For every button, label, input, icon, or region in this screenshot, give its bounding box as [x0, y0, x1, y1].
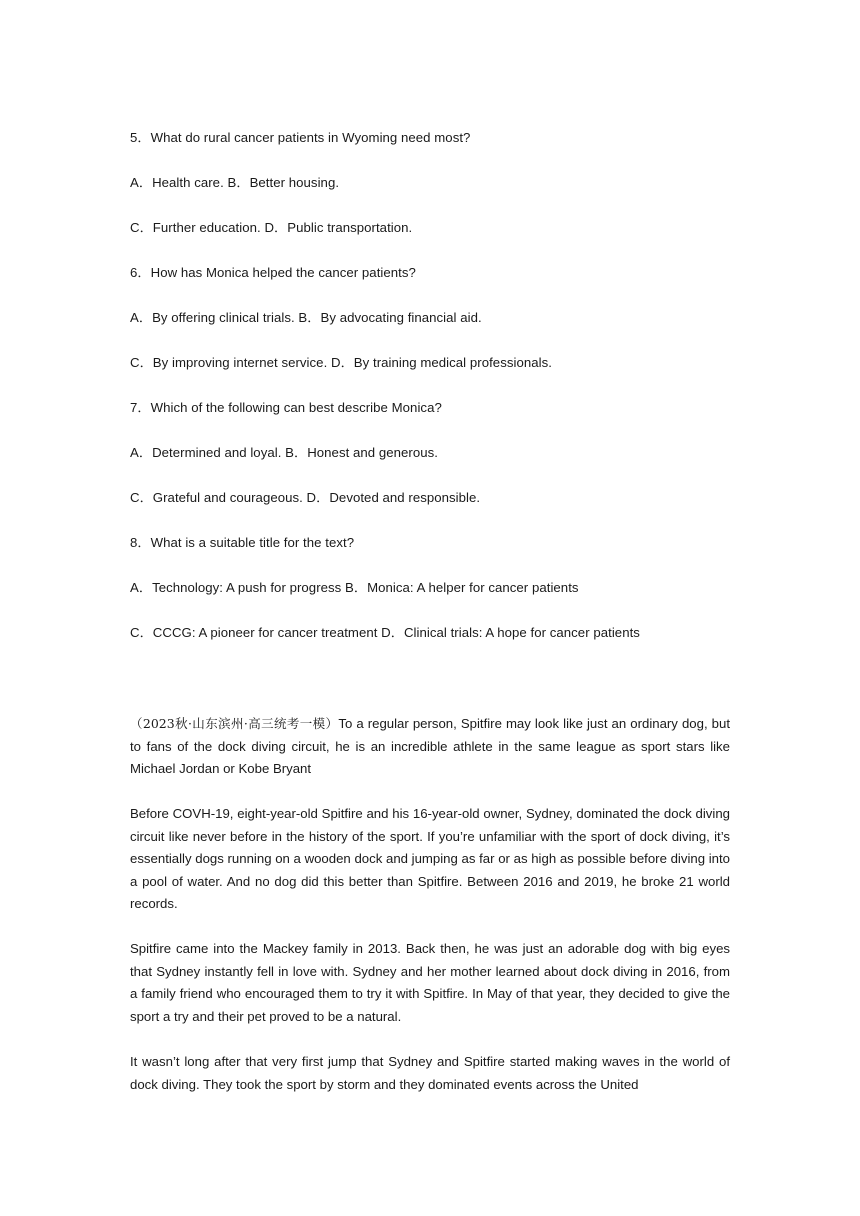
- question-8-options-ab: A．Technology: A push for progress B．Monica: A helper for cancer patients: [130, 580, 579, 595]
- passage-paragraph: Spitfire came into the Mackey family in 2013. Back then, he was just an adorable dog with big eyes that Sydney instantly fell in love with. Sydney and her mother learned about dock diving in 2016, from a family friend who encouraged them to try it with Spitfire. In May of that year, they decided to give the sport a try and their pet proved to be a natural.: [130, 941, 730, 1024]
- question-6-options-cd: C．By improving internet service. D．By training medical professionals.: [130, 355, 552, 370]
- passage-intro-paragraph: [130, 713, 730, 781]
- passage-paragraph: It wasn’t long after that very first jump that Sydney and Spitfire started making waves in the world of dock diving. They took the sport by storm and they dominated events across the United: [130, 1054, 730, 1092]
- question-7-stem: 7．Which of the following can best describe Monica?: [130, 400, 442, 415]
- question-8-stem: 8．What is a suitable title for the text?: [130, 535, 355, 550]
- question-5-options-ab: A．Health care. B．Better housing.: [130, 175, 340, 190]
- question-5-options-cd: C．Further education. D．Public transportation.: [130, 220, 413, 235]
- question-8-options-cd: C．CCCG: A pioneer for cancer treatment D．Clinical trials: A hope for cancer patients: [130, 625, 640, 640]
- question-5-stem: 5．What do rural cancer patients in Wyoming need most?: [130, 130, 471, 145]
- question-7-options-cd: C．Grateful and courageous. D．Devoted and responsible.: [130, 490, 481, 505]
- question-7-options-ab: A．Determined and loyal. B．Honest and generous.: [130, 445, 438, 460]
- passage-intro: To a regular person, Spitfire may look like just an ordinary dog, but to fans of the dock diving circuit, he is an incredible athlete in the same league as sport stars like Michael Jordan or Kobe Bryant: [130, 716, 730, 777]
- passage-paragraph: Before COVH-19, eight-year-old Spitfire and his 16-year-old owner, Sydney, dominated the dock diving circuit like never before in the history of the sport. If you’re unfamiliar with the sport of dock diving, it’s essentially dogs running on a wooden dock and jumping as far or as high as possible before diving into a pool of water. And no dog did this better than Spitfire. Between 2016 and 2019, he broke 21 world records.: [130, 806, 730, 912]
- question-6-stem: 6．How has Monica helped the cancer patients?: [130, 265, 416, 280]
- passage-source: （2023秋·山东滨州·高三统考一模）: [130, 716, 339, 731]
- question-6-options-ab: A．By offering clinical trials. B．By advocating financial aid.: [130, 310, 482, 325]
